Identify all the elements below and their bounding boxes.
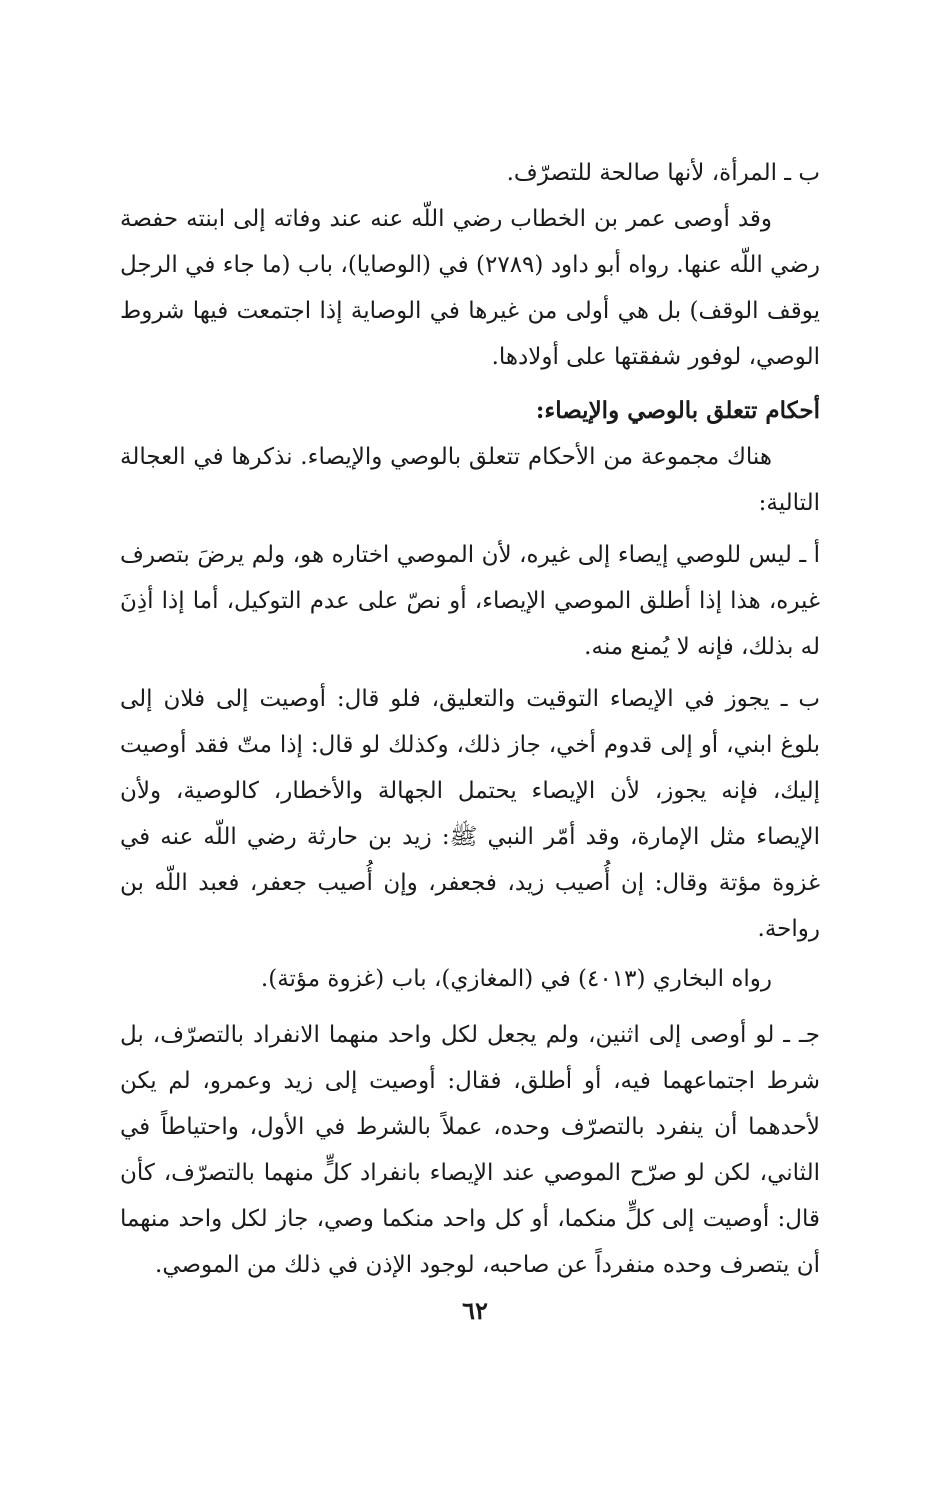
- paragraph-umar-will: وقد أوصى عمر بن الخطاب رضي اللّه عنه عند وفاته إلى ابنته حفصة رضي اللّه عنها. رواه أبو داود (٢٧٨٩) في (الوصايا)، باب (ما جاء في الرجل يوقف الوقف) بل هي أولى من غيرها في الوصاية إذا اجتمعت فيها شروط الوصي، لوفور شفقتها على أولادها.: [120, 206, 820, 370]
- page-number: ٦٢: [462, 1296, 488, 1325]
- section-heading: أحكام تتعلق بالوصي والإيصاء:: [535, 397, 820, 424]
- page-body: [120, 150, 820, 1288]
- list-item-c: [120, 1012, 820, 1288]
- list-item-b: [120, 676, 820, 952]
- list-item-b-text: ب ـ يجوز في الإيصاء التوقيت والتعليق، فلو قال: أوصيت إلى فلان إلى بلوغ ابني، أو إلى قدوم أخي، جاز ذلك، وكذلك لو قال: إذا متّ فقد أوصيت إليك، فإنه يجوز، لأن الإيصاء يحتمل الجهالة والأخطار، كالوصية، ولأن الإيصاء مثل الإمارة، وقد أمّر النبي ﷺ: زيد بن حارثة رضي اللّه عنه في غزوة مؤتة وقال: إن أُصيب زيد، فجعفر، وإن أُصيب جعفر، فعبد اللّه بن رواحة.: [120, 686, 820, 942]
- hadith-reference: رواه البخاري (٤٠١٣) في (المغازي)، باب (غزوة مؤتة).: [260, 966, 772, 992]
- list-item-a: [120, 532, 820, 670]
- line-b-woman: ب ـ المرأة، لأنها صالحة للتصرّف.: [506, 160, 820, 186]
- list-item-a-text: أ ـ ليس للوصي إيصاء إلى غيره، لأن الموصي اختاره هو، ولم يرضَ بتصرف غيره، هذا إذا أطلق الموصي الإيصاء، أو نصّ على عدم التوكيل، أما إذا أذِنَ له بذلك، فإنه لا يُمنع منه.: [120, 542, 820, 660]
- list-item-c-text: جـ ـ لو أوصى إلى اثنين، ولم يجعل لكل واحد منهما الانفراد بالتصرّف، بل شرط اجتماعهما فيه، أو أطلق، فقال: أوصيت إلى زيد وعمرو، لم يكن لأحدهما أن ينفرد بالتصرّف وحده، عملاً بالشرط في الأول، واحتياطاً في الثاني، لكن لو صرّح الموصي عند الإيصاء بانفراد كلٍّ منهما بالتصرّف، كأن قال: أوصيت إلى كلٍّ منكما، أو كل واحد منكما وصي، جاز لكل واحد منهما أن يتصرف وحده منفرداً عن صاحبه، لوجود الإذن في ذلك من الموصي.: [120, 1022, 820, 1278]
- section-intro: هناك مجموعة من الأحكام تتعلق بالوصي والإيصاء. نذكرها في العجالة التالية:: [120, 444, 820, 516]
